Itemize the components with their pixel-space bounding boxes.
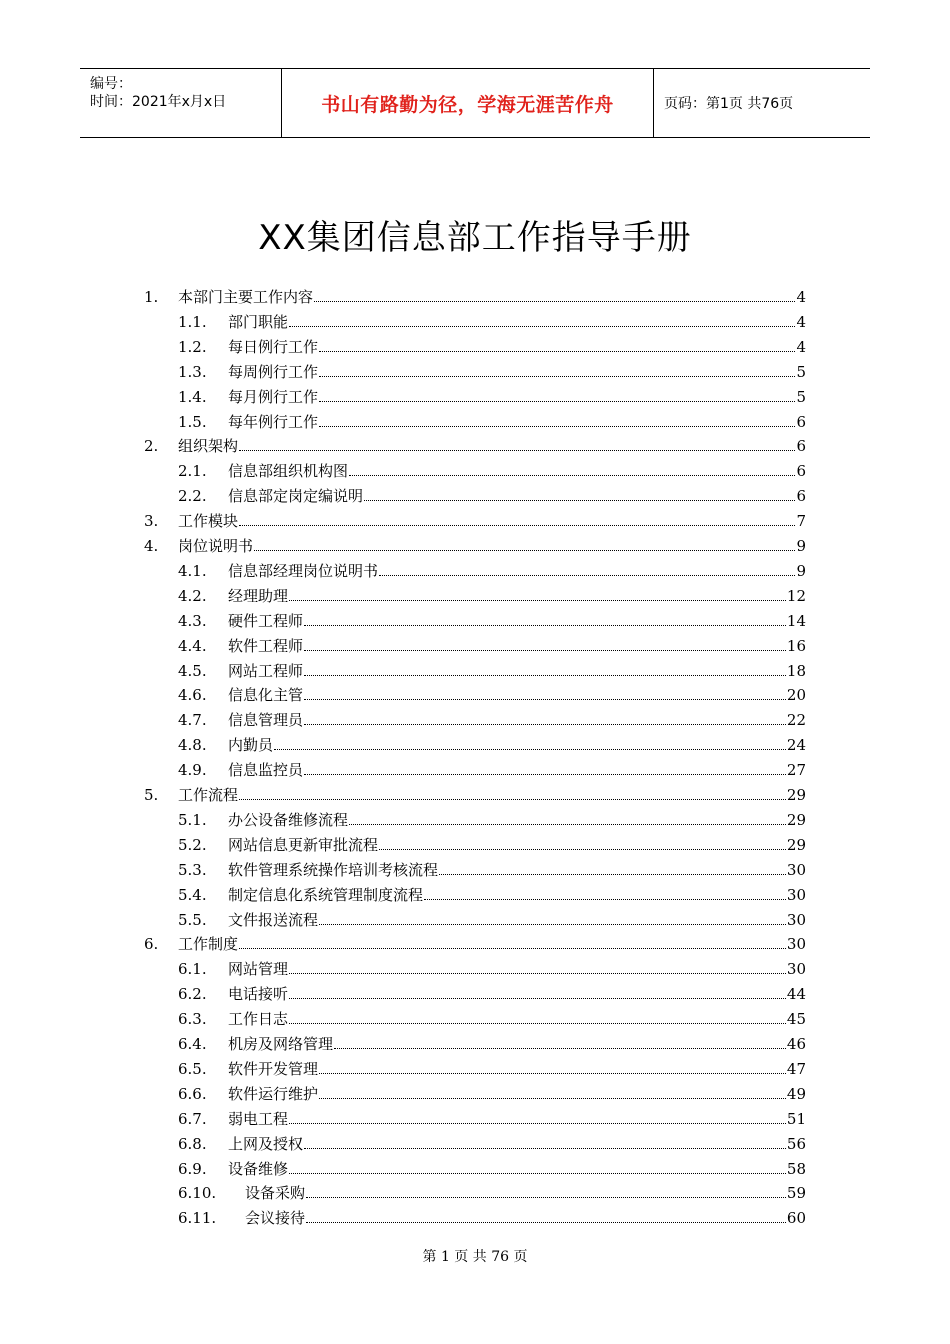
- toc-entry-page: 14: [786, 611, 806, 630]
- toc-entry-number: 4.9.: [178, 761, 207, 780]
- toc-dot-leader: [289, 973, 786, 974]
- toc-entry-label: 岗位说明书: [178, 537, 254, 555]
- toc-entry[interactable]: [144, 781, 806, 805]
- toc-entry-number: 4.3.: [178, 611, 207, 630]
- toc-entry-number: 4.8.: [178, 736, 207, 755]
- toc-entry-label: 机房及网络管理: [228, 1035, 334, 1053]
- toc-dot-leader: [304, 724, 786, 725]
- toc-entry[interactable]: [178, 756, 806, 780]
- toc-entry-page: 16: [786, 636, 806, 655]
- toc-dot-leader: [379, 575, 795, 576]
- header-motto: 书山有路勤为径，学海无涯苦作舟: [321, 93, 614, 116]
- toc-entry-label: 部门职能: [228, 312, 289, 331]
- toc-dot-leader: [334, 1048, 786, 1049]
- toc-entry[interactable]: [178, 731, 806, 755]
- toc-dot-leader: [304, 1148, 786, 1149]
- toc-entry-label: 每年例行工作: [228, 412, 319, 431]
- document-title: XX集团信息部工作指导手册: [258, 218, 692, 258]
- toc-entry[interactable]: [178, 806, 806, 830]
- toc-entry-page: 30: [786, 935, 806, 954]
- toc-entry-page: 12: [786, 586, 806, 605]
- toc-entry-page: 9: [796, 537, 806, 555]
- toc-entry-number: 1.2.: [178, 337, 207, 356]
- toc-entry-label: 办公设备维修流程: [228, 810, 349, 829]
- toc-entry-label: 上网及授权: [228, 1134, 304, 1153]
- toc-dot-leader: [304, 699, 786, 700]
- toc-entry[interactable]: [144, 507, 806, 531]
- toc-entry[interactable]: [178, 308, 806, 332]
- toc-entry-number: 5.1.: [178, 810, 207, 829]
- toc-entry[interactable]: [178, 1005, 806, 1029]
- toc-dot-leader: [319, 1073, 786, 1074]
- toc-entry-label: 软件工程师: [228, 636, 304, 655]
- toc-entry[interactable]: [178, 383, 806, 407]
- toc-entry-number: 2.1.: [178, 462, 207, 481]
- toc-entry[interactable]: [178, 1055, 806, 1079]
- header-table: [80, 68, 870, 138]
- toc-entry-page: 46: [786, 1035, 806, 1053]
- toc-entry[interactable]: [178, 582, 806, 606]
- toc-entry-label: 信息部经理岗位说明书: [228, 561, 379, 580]
- toc-entry-page: 27: [786, 761, 806, 780]
- toc-entry-page: 30: [786, 860, 806, 879]
- toc-entry-label: 每月例行工作: [228, 387, 319, 406]
- header-meta-cell: [80, 69, 282, 137]
- toc-entry-number: 6.11.: [178, 1209, 217, 1228]
- toc-dot-leader: [349, 824, 786, 825]
- toc-entry-label: 电话接听: [228, 985, 289, 1004]
- toc-entry-label: 工作制度: [178, 935, 239, 954]
- toc-entry-page: 60: [786, 1209, 806, 1228]
- toc-entry-page: 6: [796, 462, 806, 481]
- toc-entry-page: 22: [786, 711, 806, 730]
- toc-entry-label: 每周例行工作: [228, 362, 319, 381]
- toc-entry-number: 6.8.: [178, 1134, 207, 1153]
- toc-entry-number: 4.4.: [178, 636, 207, 655]
- toc-dot-leader: [319, 376, 795, 377]
- toc-entry-number: 1.5.: [178, 412, 207, 431]
- toc-entry[interactable]: [178, 681, 806, 705]
- toc-entry-number: 4.2.: [178, 586, 207, 605]
- toc-entry[interactable]: [178, 333, 806, 357]
- toc-entry-label: 网站工程师: [228, 661, 304, 680]
- toc-entry-number: 4.6.: [178, 686, 207, 705]
- toc-entry-number: 4.7.: [178, 711, 207, 730]
- toc-entry-page: 44: [786, 985, 806, 1004]
- toc-entry-label: 每日例行工作: [228, 337, 319, 356]
- toc-entry-label: 网站管理: [228, 960, 289, 979]
- toc-entry-page: 9: [796, 561, 806, 580]
- toc-dot-leader: [304, 675, 786, 676]
- toc-entry-page: 4: [796, 288, 806, 306]
- toc-dot-leader: [304, 774, 786, 775]
- toc-dot-leader: [439, 874, 786, 875]
- toc-entry-label: 工作模块: [178, 512, 239, 531]
- toc-entry-label: 工作流程: [178, 786, 239, 804]
- toc-entry-page: 59: [786, 1184, 806, 1203]
- toc-dot-leader: [306, 1222, 786, 1223]
- toc-entry-number: 5.4.: [178, 885, 207, 904]
- toc-entry-number: 6.6.: [178, 1084, 207, 1103]
- toc-entry-page: 20: [786, 686, 806, 705]
- toc-entry-number: 6.1.: [178, 960, 207, 979]
- toc-dot-leader: [379, 849, 786, 850]
- toc-entry-label: 工作日志: [228, 1010, 289, 1029]
- toc-dot-leader: [319, 924, 786, 925]
- toc-entry-label: 经理助理: [228, 586, 289, 605]
- toc-entry[interactable]: [178, 457, 806, 481]
- toc-dot-leader: [254, 550, 795, 551]
- toc-entry[interactable]: [178, 1030, 806, 1054]
- toc-dot-leader: [319, 426, 795, 427]
- toc-entry-number: 5.: [144, 786, 159, 804]
- toc-dot-leader: [289, 998, 786, 999]
- toc-entry[interactable]: [178, 856, 806, 880]
- toc-entry-label: 设备维修: [228, 1159, 289, 1178]
- toc-entry[interactable]: [178, 955, 806, 979]
- toc-dot-leader: [306, 1197, 786, 1198]
- toc-entry-page: 18: [786, 661, 806, 680]
- toc-entry-label: 信息管理员: [228, 711, 304, 730]
- toc-entry[interactable]: [178, 358, 806, 382]
- toc-entry-number: 1.3.: [178, 362, 207, 381]
- toc-entry[interactable]: [178, 657, 806, 681]
- toc-entry-page: 24: [786, 736, 806, 755]
- page-footer: 第 1 页 共 76 页: [422, 1249, 528, 1265]
- toc-entry[interactable]: [178, 1204, 806, 1228]
- toc-entry-label: 软件运行维护: [228, 1084, 319, 1103]
- toc-entry-label: 信息化主管: [228, 686, 304, 705]
- toc-entry-number: 1.1.: [178, 312, 207, 331]
- toc-dot-leader: [349, 475, 795, 476]
- toc-dot-leader: [319, 1098, 786, 1099]
- toc-entry-label: 信息部定岗定编说明: [228, 487, 364, 506]
- toc-dot-leader: [289, 1173, 786, 1174]
- toc-entry-page: 30: [786, 910, 806, 929]
- toc-entry[interactable]: [178, 1179, 806, 1203]
- toc-entry[interactable]: [178, 706, 806, 730]
- toc-entry-number: 1.4.: [178, 387, 207, 406]
- toc-entry-number: 5.3.: [178, 860, 207, 879]
- toc-entry-number: 6.: [144, 935, 159, 954]
- toc-entry-page: 45: [786, 1010, 806, 1029]
- toc-dot-leader: [289, 1123, 786, 1124]
- toc-entry[interactable]: [178, 632, 806, 656]
- toc-entry[interactable]: [178, 607, 806, 631]
- toc-dot-leader: [304, 650, 786, 651]
- toc-entry[interactable]: [178, 408, 806, 432]
- toc-entry-page: 6: [796, 412, 806, 431]
- toc-dot-leader: [239, 525, 795, 526]
- toc-entry-label: 制定信息化系统管理制度流程: [228, 885, 424, 904]
- toc-entry-number: 3.: [144, 512, 159, 531]
- toc-entry-page: 56: [786, 1134, 806, 1153]
- toc-entry-page: 49: [786, 1084, 806, 1103]
- toc-entry-label: 信息监控员: [228, 761, 304, 780]
- toc-entry-page: 30: [786, 960, 806, 979]
- toc-entry-page: 29: [786, 786, 806, 804]
- toc-entry-number: 6.2.: [178, 985, 207, 1004]
- toc-entry[interactable]: [178, 557, 806, 581]
- toc-entry[interactable]: [178, 1080, 806, 1104]
- toc-dot-leader: [289, 326, 795, 327]
- toc-entry[interactable]: [144, 532, 806, 556]
- toc-entry[interactable]: [144, 283, 806, 307]
- toc-entry-label: 文件报送流程: [228, 910, 319, 929]
- toc-dot-leader: [304, 625, 786, 626]
- toc-entry-page: 4: [796, 312, 806, 331]
- toc-entry-label: 弱电工程: [228, 1109, 289, 1128]
- toc-entry[interactable]: [178, 1105, 806, 1129]
- toc-entry-page: 5: [796, 387, 806, 406]
- toc-entry-number: 1.: [144, 288, 159, 306]
- toc-dot-leader: [319, 351, 795, 352]
- toc-entry-number: 4.: [144, 537, 159, 555]
- toc-dot-leader: [239, 450, 795, 451]
- toc-entry-label: 软件管理系统操作培训考核流程: [228, 860, 439, 879]
- header-page-cell: [654, 69, 870, 137]
- toc-entry-label: 硬件工程师: [228, 611, 304, 630]
- toc-entry-number: 5.2.: [178, 835, 207, 854]
- toc-entry-page: 29: [786, 810, 806, 829]
- toc-entry-page: 29: [786, 835, 806, 854]
- toc-entry-page: 51: [786, 1109, 806, 1128]
- toc-dot-leader: [314, 301, 795, 302]
- toc-entry-number: 6.7.: [178, 1109, 207, 1128]
- toc-entry-page: 6: [796, 487, 806, 506]
- toc-entry-label: 内勤员: [228, 736, 274, 755]
- toc-dot-leader: [364, 500, 795, 501]
- toc-entry-label: 组织架构: [178, 437, 239, 456]
- toc-entry[interactable]: [178, 831, 806, 855]
- toc-entry-page: 6: [796, 437, 806, 456]
- toc-entry-page: 7: [796, 512, 806, 531]
- toc-dot-leader: [239, 948, 786, 949]
- toc-entry[interactable]: [178, 881, 806, 905]
- toc-entry-label: 信息部组织机构图: [228, 462, 349, 481]
- toc-entry[interactable]: [178, 1130, 806, 1154]
- toc-entry[interactable]: [144, 930, 806, 954]
- doc-number-label: 编号：: [90, 76, 132, 92]
- toc-entry-number: 2.: [144, 437, 159, 456]
- toc-entry-number: 4.1.: [178, 561, 207, 580]
- toc-entry[interactable]: [178, 980, 806, 1004]
- toc-entry[interactable]: [178, 482, 806, 506]
- doc-time-label: 时间：2021年x月x日: [90, 94, 227, 110]
- toc-entry[interactable]: [144, 432, 806, 456]
- toc-entry-page: 5: [796, 362, 806, 381]
- toc-dot-leader: [239, 799, 786, 800]
- toc-entry-number: 6.4.: [178, 1035, 207, 1053]
- toc-entry-label: 设备采购: [245, 1184, 306, 1203]
- toc-dot-leader: [319, 401, 795, 402]
- toc-entry-page: 58: [786, 1159, 806, 1178]
- toc-dot-leader: [424, 899, 786, 900]
- toc-entry-number: 5.5.: [178, 910, 207, 929]
- toc-entry[interactable]: [178, 906, 806, 930]
- toc-entry-number: 6.10.: [178, 1184, 217, 1203]
- toc-entry-number: 6.5.: [178, 1059, 207, 1078]
- toc-dot-leader: [274, 749, 786, 750]
- header-motto-cell: [282, 69, 654, 137]
- toc-entry-number: 2.2.: [178, 487, 207, 506]
- toc-entry-number: 6.9.: [178, 1159, 207, 1178]
- toc-dot-leader: [289, 1023, 786, 1024]
- toc-entry-label: 会议接待: [245, 1209, 306, 1228]
- toc-dot-leader: [289, 600, 786, 601]
- toc-entry-label: 软件开发管理: [228, 1059, 319, 1078]
- toc-entry-page: 4: [796, 337, 806, 356]
- toc-entry-page: 30: [786, 885, 806, 904]
- toc-entry[interactable]: [178, 1155, 806, 1179]
- toc-entry-page: 47: [786, 1059, 806, 1078]
- toc-entry-number: 6.3.: [178, 1010, 207, 1029]
- toc-entry-label: 本部门主要工作内容: [178, 288, 314, 306]
- header-page-info: 页码：第1页 共76页: [664, 96, 794, 112]
- toc-entry-number: 4.5.: [178, 661, 207, 680]
- toc-entry-label: 网站信息更新审批流程: [228, 835, 379, 854]
